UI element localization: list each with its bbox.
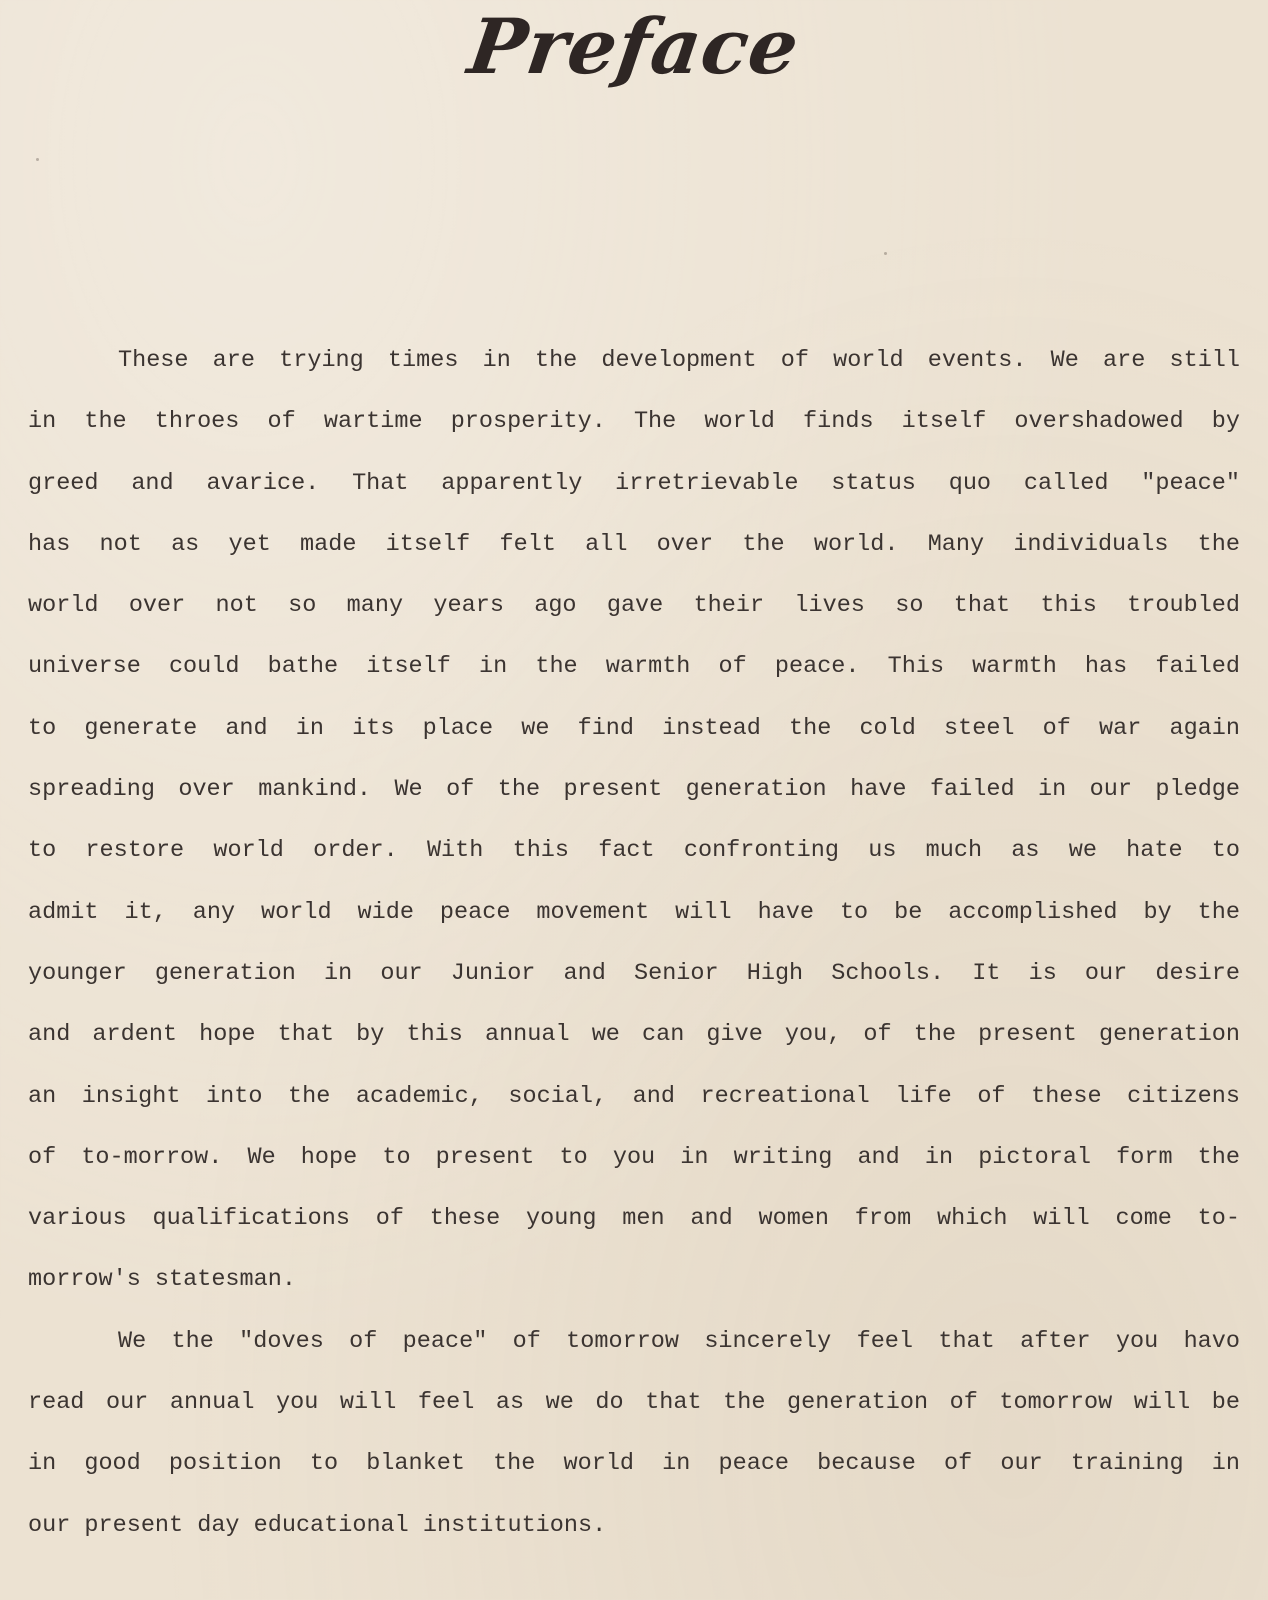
text-line: an insight into the academic, social, and recreational life of these citizens	[28, 1082, 1240, 1110]
text-line: greed and avarice. That apparently irretrievable status quo called "peace"	[28, 469, 1240, 497]
text-line: read our annual you will feel as we do that the generation of tomorrow will be	[28, 1389, 1240, 1417]
text-line: and ardent hope that by this annual we can give you, of the present generation	[28, 1021, 1240, 1049]
text-line: of to-morrow. We hope to present to you in writing and in pictoral form the	[28, 1143, 1240, 1171]
text-line: younger generation in our Junior and Senior High Schools. It is our desire	[28, 959, 1240, 987]
text-line: admit it, any world wide peace movement will have to be accomplished by the	[28, 898, 1240, 926]
text-line: has not as yet made itself felt all over the world. Many individuals the	[28, 530, 1240, 558]
text-line: various qualifications of these young men and women from which will come to-	[28, 1205, 1240, 1233]
text-line: morrow's statesman.	[28, 1266, 296, 1294]
text-line: to generate and in its place we find instead the cold steel of war again	[28, 714, 1240, 742]
text-line: We the "doves of peace" of tomorrow sincerely feel that after you havo	[118, 1327, 1240, 1355]
paragraph-1	[28, 330, 1240, 1311]
text-line: our present day educational institutions.	[28, 1511, 607, 1539]
text-line: universe could bathe itself in the warmth of peace. This warmth has failed	[28, 653, 1240, 681]
text-line: world over not so many years ago gave their lives so that this troubled	[28, 592, 1240, 620]
paragraph-2	[28, 1311, 1240, 1556]
paper-speck	[884, 252, 887, 255]
preface-body	[28, 330, 1240, 1556]
text-line: to restore world order. With this fact confronting us much as we hate to	[28, 837, 1240, 865]
text-line: spreading over mankind. We of the present generation have failed in our pledge	[28, 776, 1240, 804]
text-line: in the throes of wartime prosperity. The world finds itself overshadowed by	[28, 408, 1240, 436]
text-line: These are trying times in the development of world events. We are still	[118, 347, 1240, 374]
page-title: Preface	[463, 2, 805, 91]
paper-speck	[36, 158, 39, 161]
text-line: in good position to blanket the world in peace because of our training in	[28, 1450, 1240, 1478]
